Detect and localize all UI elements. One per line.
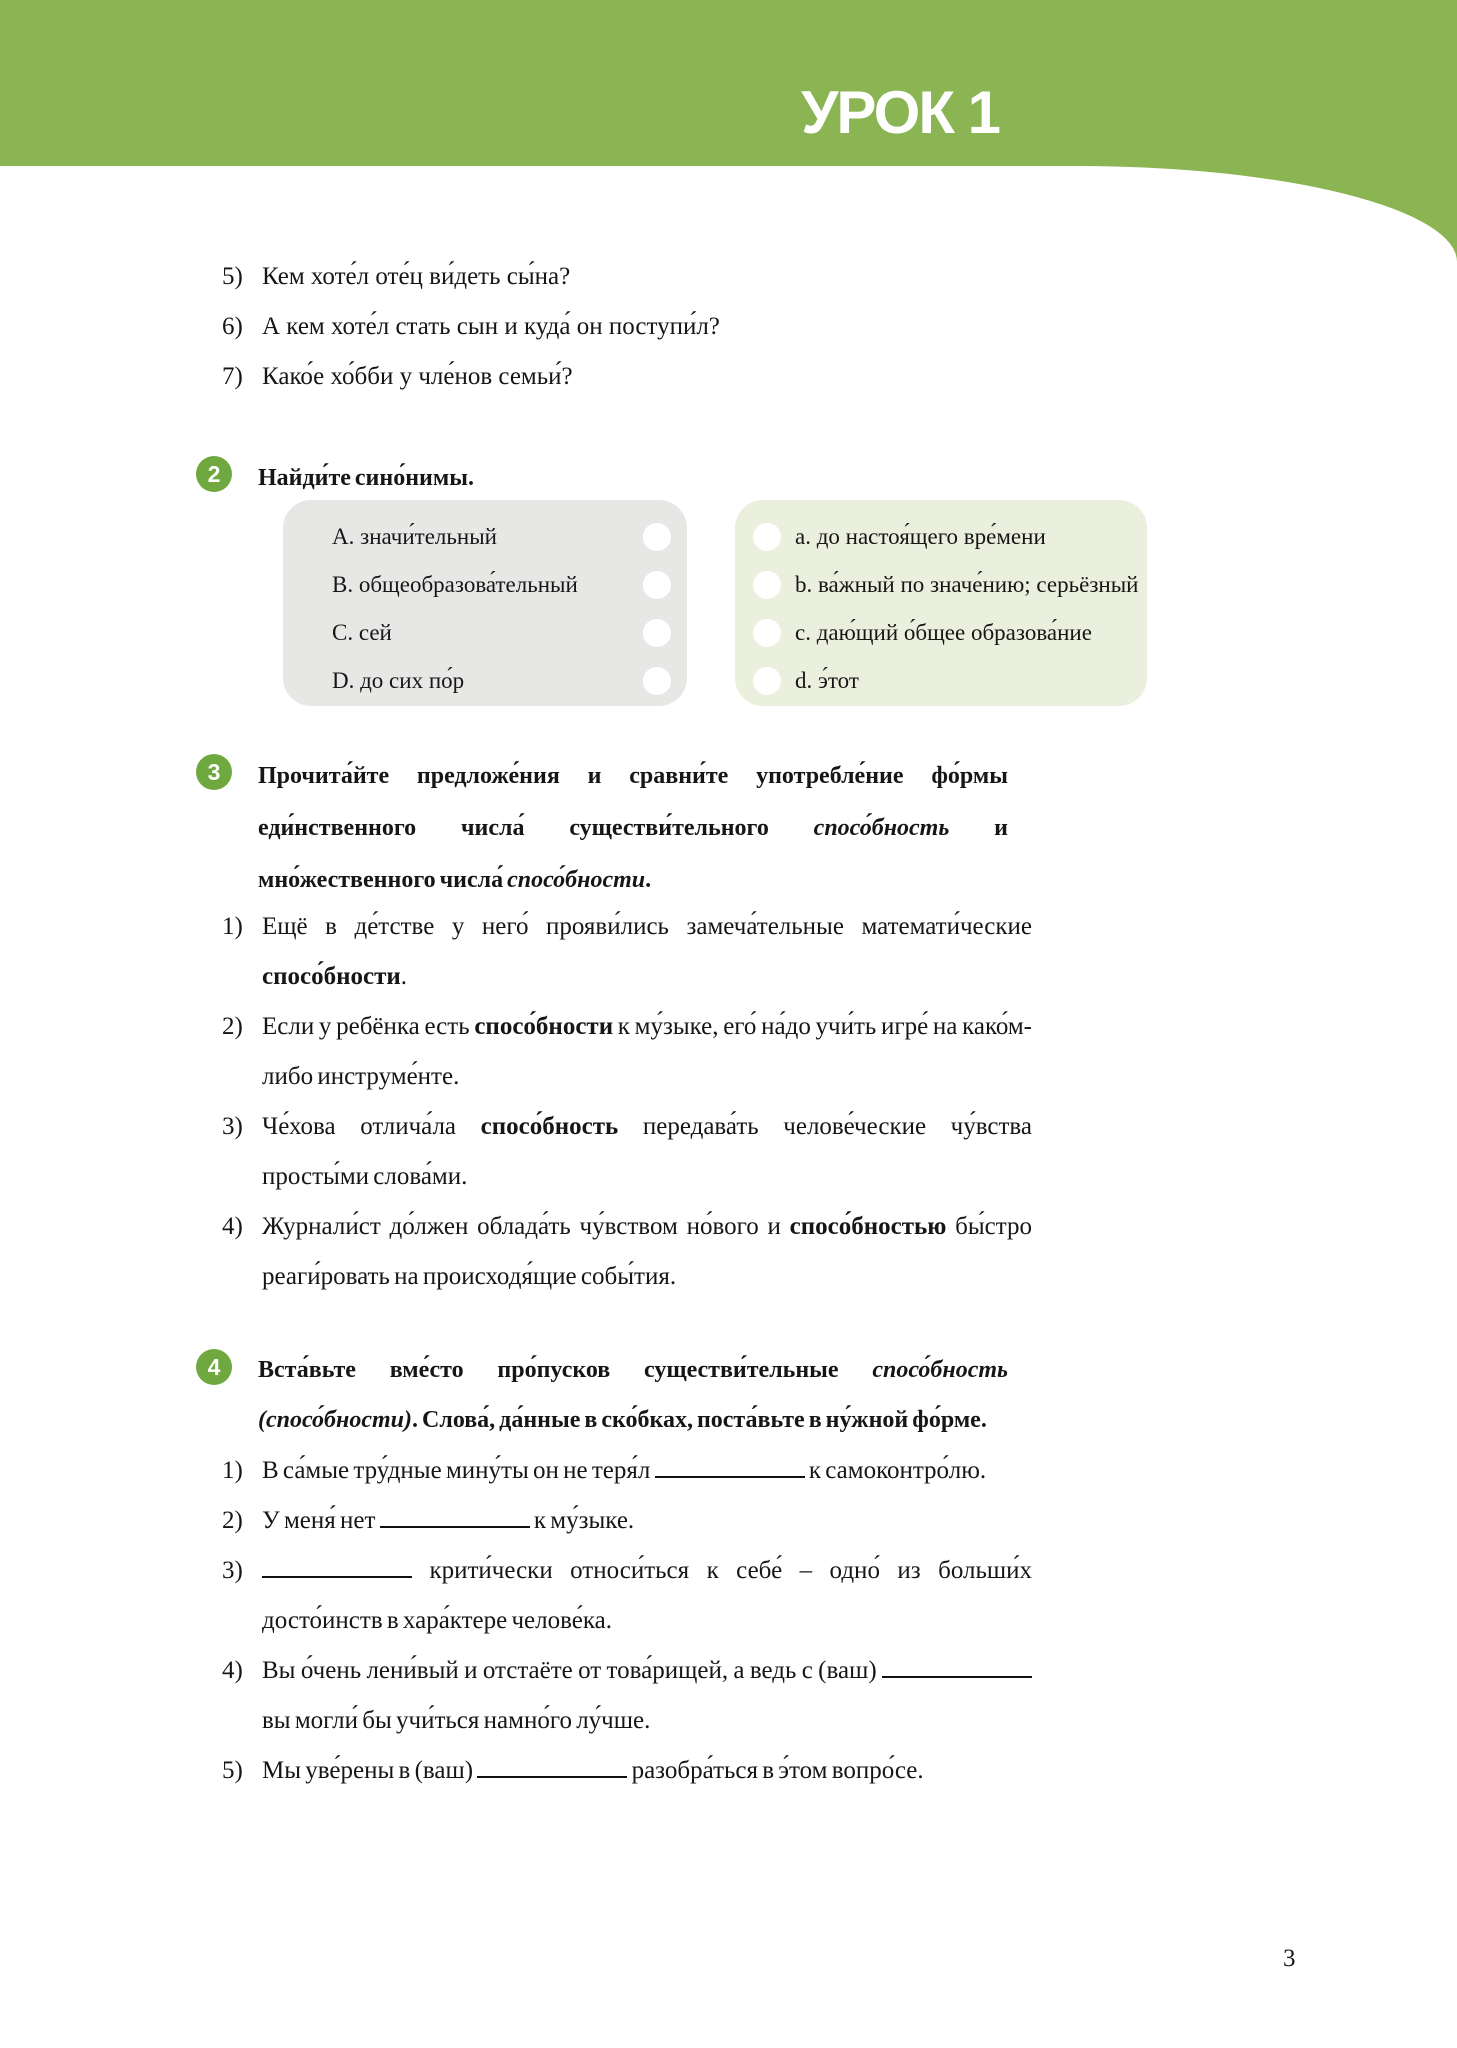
item-number: 4) <box>222 1213 243 1240</box>
synonyms-left-box <box>283 500 687 706</box>
synonym-right-item <box>735 657 1147 705</box>
exercise-item <box>222 1102 1032 1202</box>
item-text <box>262 1746 1032 1796</box>
page-number: 3 <box>1283 1945 1296 1972</box>
title-segment: . Слова́, да́нные в ско́бках, поста́вьте в ну́жной фо́рме. <box>412 1407 987 1433</box>
question-text: А кем хоте́л стать сын и куда́ он поступи́л? <box>262 313 720 340</box>
item-number: 2) <box>222 1013 243 1040</box>
text-segment: вы могли́ бы учи́ться намно́го лу́чше. <box>262 1707 651 1734</box>
synonym-left-text: В. общеобразова́тельный <box>332 572 578 597</box>
questions-block <box>222 252 720 402</box>
text-segment: Вы о́чень лени́вый и отстаёте от това́рищей, а ведь с (ваш) <box>262 1657 882 1684</box>
exercise-4-items <box>222 1446 1032 1796</box>
text-segment: У меня́ нет <box>262 1507 380 1534</box>
exercise-2-title: Найди́те сино́нимы. <box>258 465 474 491</box>
synonym-right-item <box>735 561 1147 609</box>
synonyms-right-box <box>735 500 1147 706</box>
exercise-item <box>222 1446 1032 1496</box>
exercise-3-items <box>222 902 1032 1302</box>
fill-in-blank[interactable] <box>477 1756 627 1778</box>
title-segment: и мно́жественного числа́ <box>258 815 1009 893</box>
synonym-left-item <box>283 609 687 657</box>
exercise-2-heading <box>196 452 1008 504</box>
question-item <box>222 252 720 302</box>
fill-in-blank[interactable] <box>882 1656 1032 1678</box>
synonym-left-item <box>283 657 687 705</box>
synonym-left-item <box>283 561 687 609</box>
text-segment: к му́зыке, его́ на́до учи́ть игре́ на како́м-либо инструме́нте. <box>262 1013 1032 1090</box>
item-text <box>262 1446 1032 1496</box>
exercise-3-heading <box>196 750 1008 906</box>
synonym-right-item <box>735 513 1147 561</box>
text-segment: бы́стро реаги́ровать на происходя́щие собы́тия. <box>262 1213 1033 1290</box>
text-segment: спосо́бностью <box>789 1213 947 1240</box>
item-number: 4) <box>222 1657 243 1684</box>
match-circle[interactable] <box>753 571 781 599</box>
synonym-left-text: D. до сих по́р <box>332 668 465 693</box>
item-text <box>262 1002 1032 1102</box>
match-circle[interactable] <box>753 667 781 695</box>
item-text <box>262 1202 1032 1302</box>
synonym-right-text: d. э́тот <box>795 668 859 693</box>
text-segment: спосо́бность <box>480 1113 619 1140</box>
item-text <box>262 1496 1032 1546</box>
text-segment: . <box>400 963 408 990</box>
exercise-4-title <box>258 1345 1008 1445</box>
title-segment: Вста́вьте вме́сто про́пусков существи́тельные <box>258 1357 873 1383</box>
match-circle[interactable] <box>753 523 781 551</box>
item-number: 5) <box>222 1757 243 1784</box>
question-text: Како́е хо́бби у чле́нов семьи́? <box>262 363 573 390</box>
item-text <box>262 902 1032 1002</box>
question-item <box>222 302 720 352</box>
exercise-item <box>222 902 1032 1002</box>
text-segment: Мы уве́рены в (ваш) <box>262 1757 478 1784</box>
title-segment: спосо́бности <box>507 867 646 893</box>
synonym-left-text: С. сей <box>332 620 392 645</box>
synonym-right-text: b. ва́жный по значе́нию; серьёзный <box>795 572 1139 597</box>
text-segment: передава́ть челове́ческие чу́вства просты́ми слова́ми. <box>262 1113 1032 1190</box>
exercise-3-badge: 3 <box>196 754 232 790</box>
text-segment: Журнали́ст до́лжен облада́ть чу́вством но́вого и <box>262 1213 790 1240</box>
match-circle[interactable] <box>643 571 671 599</box>
item-text <box>262 1102 1032 1202</box>
exercise-3-title <box>258 750 1008 906</box>
exercise-2-badge: 2 <box>196 456 232 492</box>
exercise-4-badge: 4 <box>196 1349 232 1385</box>
exercise-item <box>222 1746 1032 1796</box>
fill-in-blank[interactable] <box>380 1506 530 1528</box>
text-segment: Че́хова отлича́ла <box>262 1113 481 1140</box>
question-number: 5) <box>222 263 243 290</box>
exercise-item <box>222 1646 1032 1746</box>
fill-in-blank[interactable] <box>262 1556 412 1578</box>
synonym-right-text: a. до настоя́щего вре́мени <box>795 524 1046 549</box>
text-segment: Если у ребёнка есть <box>262 1013 475 1040</box>
text-segment: Ещё в де́тстве у него́ прояви́лись замеча́тельные математи́ческие <box>262 913 1032 940</box>
item-text <box>262 1646 1032 1746</box>
lesson-header <box>0 0 1457 263</box>
text-segment: крити́чески относи́ться к себе́ – одно́ из больши́х досто́инств в хара́ктере челове́ка. <box>262 1557 1032 1634</box>
synonym-left-text: А. значи́тельный <box>332 524 497 549</box>
text-segment: спосо́бности <box>474 1013 614 1040</box>
exercise-item <box>222 1202 1032 1302</box>
text-segment: В са́мые тру́дные мину́ты он не теря́л <box>262 1457 655 1484</box>
title-segment: . <box>645 867 652 893</box>
title-segment: спосо́бность <box>813 815 950 841</box>
item-text <box>262 1546 1032 1646</box>
item-number: 1) <box>222 1457 243 1484</box>
item-number: 3) <box>222 1113 243 1140</box>
header-curve <box>0 166 1457 263</box>
item-number: 1) <box>222 913 243 940</box>
item-number: 3) <box>222 1557 243 1584</box>
match-circle[interactable] <box>643 667 671 695</box>
synonym-left-item <box>283 513 687 561</box>
text-segment: разобра́ться в э́том вопро́се. <box>627 1757 924 1784</box>
question-item <box>222 352 720 402</box>
text-segment: спосо́бности <box>262 963 401 990</box>
lesson-title: УРОК 1 <box>801 79 999 146</box>
match-circle[interactable] <box>753 619 781 647</box>
text-segment: к му́зыке. <box>529 1507 635 1534</box>
match-circle[interactable] <box>643 523 671 551</box>
text-segment: к самоконтро́лю. <box>804 1457 987 1484</box>
title-segment: спосо́бность (спосо́бности) <box>258 1357 1008 1433</box>
question-number: 7) <box>222 363 243 390</box>
exercise-item <box>222 1496 1032 1546</box>
exercise-item <box>222 1002 1032 1102</box>
synonym-right-text: c. даю́щий о́бщее образова́ние <box>795 620 1092 645</box>
synonym-right-item <box>735 609 1147 657</box>
question-number: 6) <box>222 313 243 340</box>
exercise-item <box>222 1546 1032 1646</box>
fill-in-blank[interactable] <box>655 1456 805 1478</box>
item-number: 2) <box>222 1507 243 1534</box>
match-circle[interactable] <box>643 619 671 647</box>
question-text: Кем хоте́л оте́ц ви́деть сы́на? <box>262 263 571 290</box>
exercise-4-heading <box>196 1345 1008 1445</box>
title-segment: Прочита́йте предложе́ния и сравни́те употребле́ние фо́рмы еди́нственного числа́ существи́тельного <box>258 763 1008 841</box>
